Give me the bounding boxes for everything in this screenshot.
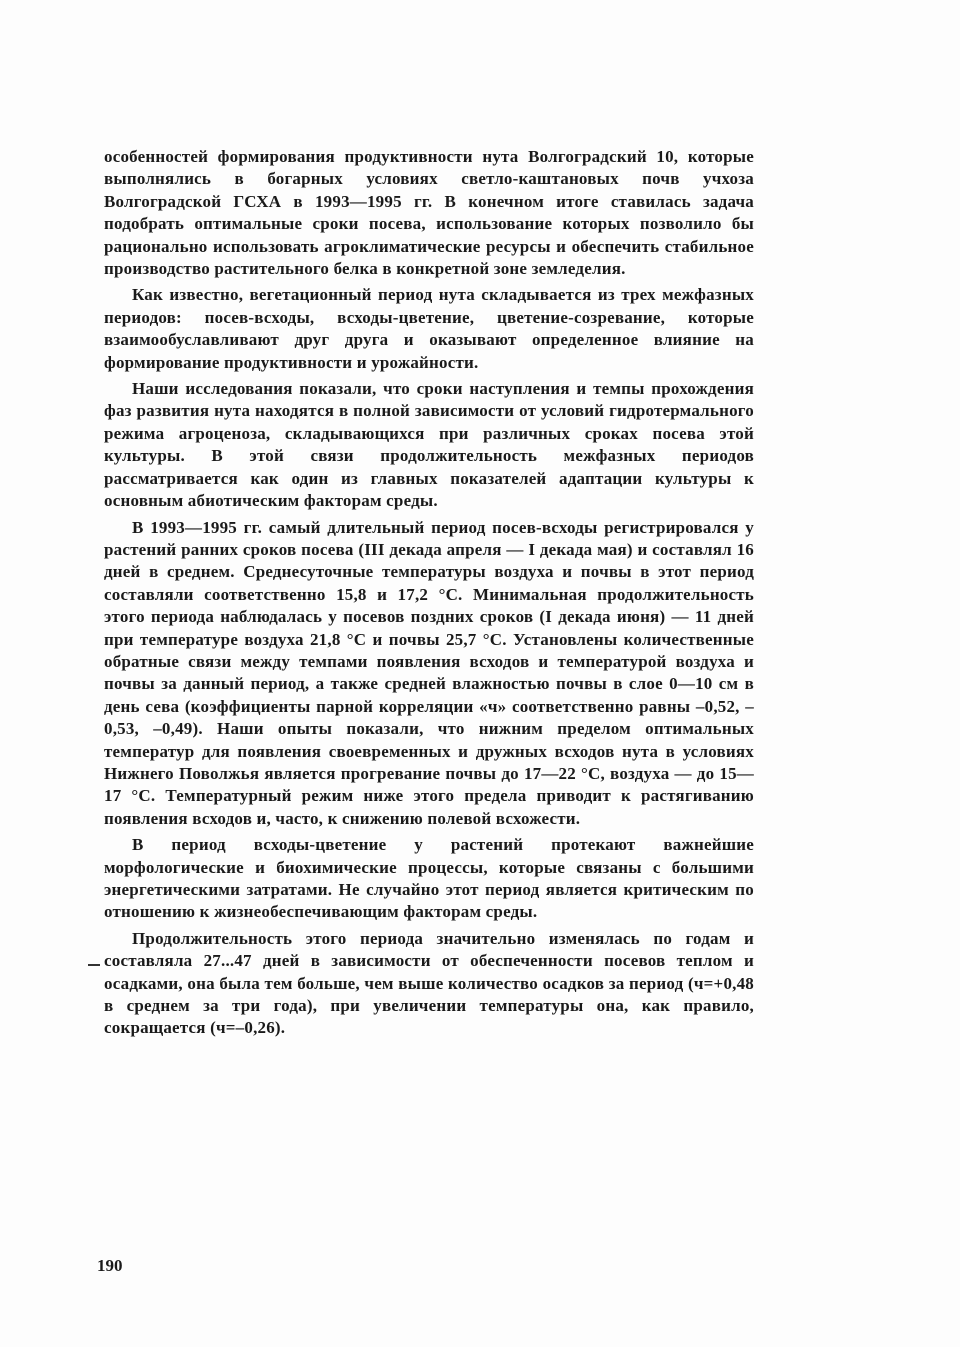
scan-artifact (88, 964, 100, 966)
paragraph-continuation: особенностей формирования продуктивности нута Волгоградский 10, которые выполнялись в богарных условиях светло-каштановых почв учхоза Волгоградской ГСХА в 1993—1995 гг. В конечном итоге ставилась задача подобрать оптимальные сроки посева, использование которых позволило бы рационально использовать агроклиматические ресурсы и обеспечить стабильное производство растительного белка в конкретной зоне земледелия. (104, 147, 754, 279)
paragraph-vegetation-period: Как известно, вегетационный период нута складывается из трех межфазных периодов: посев-всходы, всходы-цветение, цветение-созревание, которые взаимообуславливают друг друга и оказывают определенное влияние на формирование продуктивности и урожайности. (104, 285, 754, 372)
paragraph-emergence-flowering: В период всходы-цветение у растений протекают важнейшие морфологические и биохимические процессы, которые связаны с большими энергетическими затратами. Не случайно этот период является критическим по отношению к жизнеобеспечивающим факторам среды. (104, 835, 754, 922)
paragraph-period-duration: Продолжительность этого периода значительно изменялась по годам и составляла 27...47 дней в зависимости от обеспеченности посевов теплом и осадками, она была тем больше, чем выше количество осадков за период (ч=+0,48 в среднем за три года), при увеличении температуры она, как правило, сокращается (ч=–0,26). (104, 928, 754, 1038)
page-number: 190 (97, 1256, 123, 1275)
paragraph-sowing-emergence: В 1993—1995 гг. самый длительный период посев-всходы регистрировался у растений ранних сроков посева (III декада апреля — I декада мая) и составлял 16 дней в среднем. Среднесуточные температуры воздуха и почвы в этот период составляли соответственно 15,8 и 17,2 °С. Минимальная продолжительность этого периода наблюдалась у посевов поздних сроков (I декада июня) — 11 дней при температуре воздуха 21,8 °С и почвы 25,7 °С. Установлены количественные обратные связи между темпами появления всходов и температурой воздуха и почвы за данный период, а также средней влажностью почвы в слое 0—10 см в день сева (коэффициенты парной корреляции «ч» соответственно равны –0,52, –0,53, –0,49). Наши опыты показали, что нижним пределом оптимальных температур для появления своевременных и дружных всходов нута в условиях Нижнего Поволжья является прогревание почвы до 17—22 °С, воздуха — до 15—17 °С. Температурный режим ниже этого предела приводит к растягиванию появления всходов и, часто, к снижению полевой всхожести. (104, 517, 754, 828)
body-text (104, 146, 754, 1044)
paragraph-research-results: Наши исследования показали, что сроки наступления и темпы прохождения фаз развития нута находятся в полной зависимости от условий гидротермального режима агроценоза, складывающихся при различных сроках посева этой культуры. В этой связи продолжительность межфазных периодов рассматривается как один из главных показателей адаптации культуры к основным абиотическим факторам среды. (104, 379, 754, 511)
